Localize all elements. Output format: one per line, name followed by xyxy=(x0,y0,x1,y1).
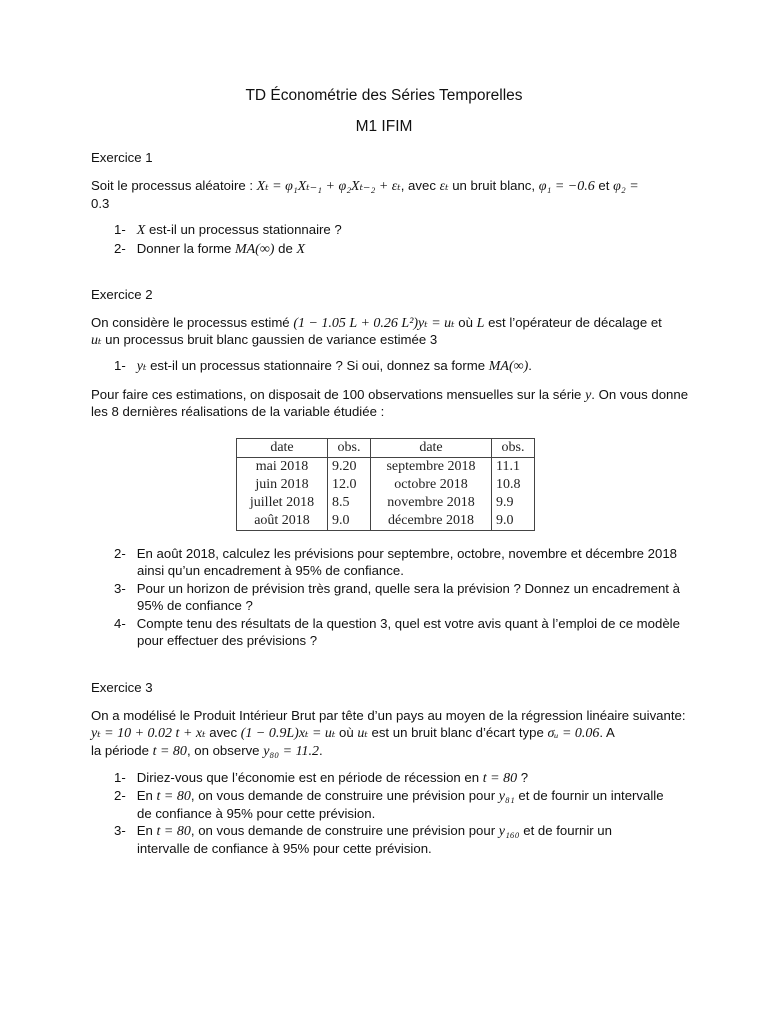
exercise-2-question-3: 3- Pour un horizon de prévision très grand, quelle sera la prévision ? Donnez un encadrement à xyxy=(114,581,680,596)
table-row xyxy=(237,512,535,531)
table-cell: juin 2018 xyxy=(237,476,328,494)
exercise-1-question-1: 1- X est-il un processus stationnaire ? xyxy=(114,222,342,238)
exercise-2-intro-line1: On considère le processus estimé (1 − 1.05 L + 0.26 L²)yₜ = uₜ où L est l’opérateur de décalage et xyxy=(91,315,662,331)
exercise-3-intro-line3: la période t = 80, on observe y₈₀ = 11.2. xyxy=(91,743,323,759)
table-cell: 8.5 xyxy=(328,494,371,512)
table-cell: novembre 2018 xyxy=(371,494,492,512)
table-cell: septembre 2018 xyxy=(371,458,492,477)
table-cell: 12.0 xyxy=(328,476,371,494)
table-cell: 9.0 xyxy=(328,512,371,531)
table-cell: 10.8 xyxy=(492,476,535,494)
exercise-1-heading: Exercice 1 xyxy=(91,150,153,165)
table-row xyxy=(237,458,535,477)
table-cell: août 2018 xyxy=(237,512,328,531)
exercise-3-question-2: 2- En t = 80, on vous demande de construire une prévision pour y₈₁ et de fournir un intervalle xyxy=(114,788,664,804)
exercise-3-question-3: 3- En t = 80, on vous demande de construire une prévision pour y₁₆₀ et de fournir un xyxy=(114,823,612,839)
exercise-2-question-2: 2- En août 2018, calculez les prévisions pour septembre, octobre, novembre et décembre 2018 xyxy=(114,546,678,561)
document-title: TD Économétrie des Séries Temporelles xyxy=(245,87,523,104)
exercise-1-intro-line1: Soit le processus aléatoire : Xₜ = φ₁Xₜ₋₁ + φ₂Xₜ₋₂ + εₜ, avec εₜ un bruit blanc, φ₁ = −0.6 et φ₂ = xyxy=(91,178,639,194)
exercise-3-heading: Exercice 3 xyxy=(91,680,153,695)
observations-table xyxy=(236,438,535,531)
document-subtitle: M1 IFIM xyxy=(355,118,413,135)
exercise-2-question-4-cont: pour effectuer des prévisions ? xyxy=(137,633,318,648)
table-header-date-2: date xyxy=(371,439,492,458)
table-row xyxy=(237,476,535,494)
table-cell: mai 2018 xyxy=(237,458,328,477)
exercise-2-paragraph-line2: les 8 dernières réalisations de la variable étudiée : xyxy=(91,404,385,419)
exercise-2-heading: Exercice 2 xyxy=(91,287,153,302)
table-header-row xyxy=(237,439,535,458)
exercise-2-question-2-cont: ainsi qu’un encadrement à 95% de confiance. xyxy=(137,563,404,578)
exercise-3-question-2-cont: de confiance à 95% pour cette prévision. xyxy=(137,806,376,821)
exercise-2-question-1: 1- yₜ est-il un processus stationnaire ? Si oui, donnez sa forme MA(∞). xyxy=(114,358,532,374)
exercise-1-question-2: 2- Donner la forme MA(∞) de X xyxy=(114,241,306,257)
table-cell: juillet 2018 xyxy=(237,494,328,512)
table-cell: 9.9 xyxy=(492,494,535,512)
exercise-3-question-3-cont: intervalle de confiance à 95% pour cette prévision. xyxy=(137,841,432,856)
table-header-date-1: date xyxy=(237,439,328,458)
exercise-2-question-4: 4- Compte tenu des résultats de la question 3, quel est votre avis quant à l’emploi de ce modèle xyxy=(114,616,680,631)
table-header-obs-2: obs. xyxy=(492,439,535,458)
table-cell: 9.20 xyxy=(328,458,371,477)
table-cell: 9.0 xyxy=(492,512,535,531)
exercise-3-question-1: 1- Diriez-vous que l’économie est en période de récession en t = 80 ? xyxy=(114,770,529,786)
exercise-3-intro-line1: On a modélisé le Produit Intérieur Brut par tête d’un pays au moyen de la régression linéaire suivante: xyxy=(91,708,686,723)
table-cell: octobre 2018 xyxy=(371,476,492,494)
exercise-1-intro-line2: 0.3 xyxy=(91,196,110,211)
table-header-obs-1: obs. xyxy=(328,439,371,458)
table-cell: décembre 2018 xyxy=(371,512,492,531)
table-row xyxy=(237,494,535,512)
exercise-2-paragraph-line1: Pour faire ces estimations, on disposait de 100 observations mensuelles sur la série y. On vous donne xyxy=(91,387,689,403)
exercise-3-intro-line2: yₜ = 10 + 0.02 t + xₜ avec (1 − 0.9L)xₜ = uₜ où uₜ est un bruit blanc d’écart type σᵤ = 0.06. A xyxy=(91,725,615,741)
exercise-2-question-3-cont: 95% de confiance ? xyxy=(137,598,253,613)
exercise-2-intro-line2: uₜ un processus bruit blanc gaussien de variance estimée 3 xyxy=(91,332,438,348)
table-cell: 11.1 xyxy=(492,458,535,477)
